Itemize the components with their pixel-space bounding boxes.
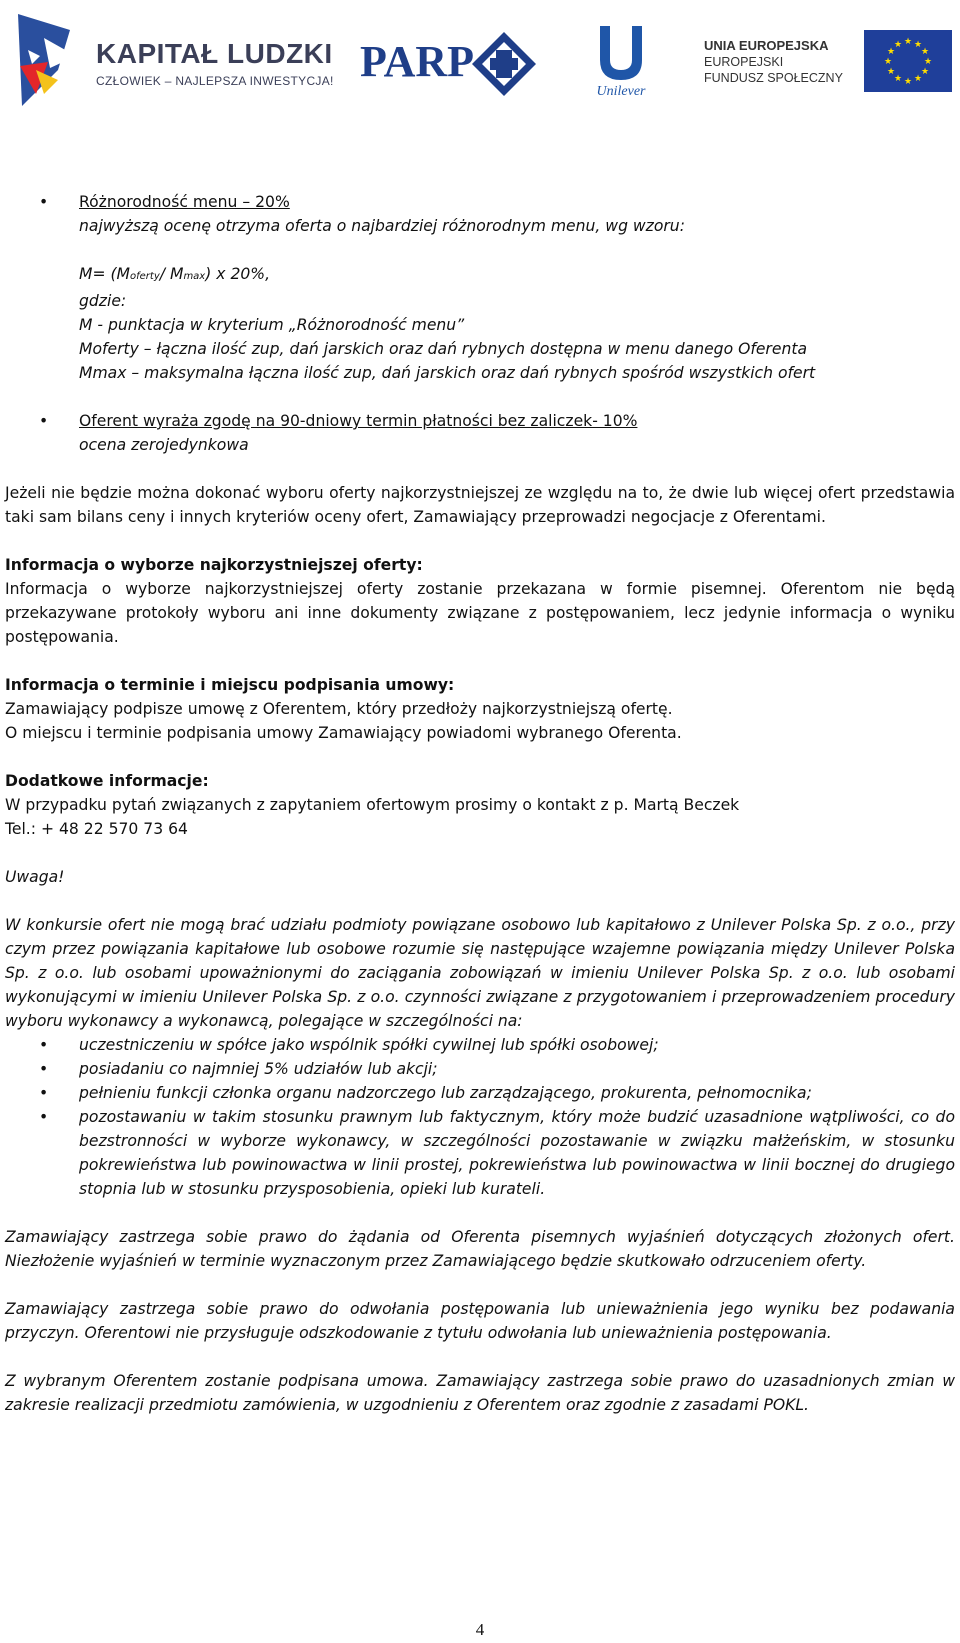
formula-sub-oferty: oferty — [130, 271, 160, 282]
svg-text:★: ★ — [893, 74, 903, 84]
list-item-text: uczestniczeniu w spółce jako wspólnik spółki cywilnej lub spółki osobowej; — [79, 1036, 659, 1054]
info-signing-line-1: Zamawiający podpisze umowę z Oferentem, który przedłoży najkorzystniejszą ofertę. — [5, 700, 673, 718]
notice-paragraph-1: Zamawiający zastrzega sobie prawo do żądania od Oferenta pisemnych wyjaśnień dotyczących złożonych ofert. Niezłożenie wyjaśnień w terminie wyznaczonym przez Zamawiającego będzie skutkowało odrzuceniem oferty. — [5, 1228, 955, 1270]
list-item — [5, 1105, 955, 1201]
info-signing-heading: Informacja o terminie i miejscu podpisania umowy: — [5, 676, 455, 694]
formula-def-m: M - punktacja w kryterium „Różnorodność menu” — [79, 316, 465, 334]
header-logos — [0, 0, 960, 120]
parp-wordmark: PARP — [360, 37, 475, 86]
criterion-payment-desc: ocena zerojedynkowa — [79, 436, 249, 454]
unilever-wordmark: Unilever — [596, 84, 646, 99]
bullet-icon: • — [39, 1036, 49, 1054]
svg-text:★: ★ — [893, 40, 903, 50]
bullet-icon: • — [39, 412, 49, 430]
info-choice-text: Informacja o wyborze najkorzystniejszej oferty zostanie przekazana w formie pisemnej. Oferentom nie będą przekazywane protokoły wyboru ani inne dokumenty związane z postępowaniem, lecz jedynie informacja o wyniku postępowania. — [5, 580, 955, 646]
kl-subtitle: CZŁOWIEK – NAJLEPSZA INWESTYCJA! — [96, 74, 334, 88]
list-item-text: pełnieniu funkcji członka organu nadzorczego lub zarządzającego, prokurenta, pełnomocnika; — [79, 1084, 812, 1102]
list-item-text: posiadaniu co najmniej 5% udziałów lub akcji; — [79, 1060, 438, 1078]
bullet-icon: • — [39, 1084, 49, 1102]
bullet-icon: • — [39, 1108, 49, 1126]
document-body — [5, 190, 955, 1417]
formula-where: gdzie: — [79, 292, 127, 310]
svg-text:★: ★ — [920, 47, 930, 57]
info-signing-line-2: O miejscu i terminie podpisania umowy Zamawiający powiadomi wybranego Oferenta. — [5, 724, 682, 742]
formula-sub-max: max — [183, 271, 206, 282]
svg-text:★: ★ — [903, 77, 913, 87]
criterion-payment — [5, 409, 955, 457]
svg-text:★: ★ — [923, 57, 933, 67]
eu-logo — [704, 30, 944, 100]
svg-text:★: ★ — [903, 37, 913, 47]
criteria-list — [5, 190, 955, 457]
svg-text:★: ★ — [886, 67, 896, 77]
notice-list — [5, 1033, 955, 1201]
list-item — [5, 1033, 955, 1057]
notice-heading: Uwaga! — [5, 868, 65, 886]
parp-emblem — [470, 30, 538, 98]
bullet-icon: • — [39, 193, 49, 211]
criterion-payment-title: Oferent wyraża zgodę na 90-dniowy termin płatności bez zaliczek- 10% — [79, 412, 638, 430]
bullet-icon: • — [39, 1060, 49, 1078]
eu-line-3: FUNDUSZ SPOŁECZNY — [704, 71, 843, 85]
formula: M= (Moferty/ Mmax) x 20%, — [79, 265, 271, 283]
kl-title: KAPITAŁ LUDZKI — [96, 38, 333, 69]
info-choice-heading: Informacja o wyborze najkorzystniejszej oferty: — [5, 556, 423, 574]
eu-text — [704, 38, 843, 86]
page-number: 4 — [475, 1620, 485, 1639]
notice-paragraph-3: Z wybranym Oferentem zostanie podpisana umowa. Zamawiający zastrzega sobie prawo do uzasadnionych zmian w zakresie realizacji przedmiotu zamówienia, w uzgodnieniu z Oferentem oraz zgodnie z zasadami POKL. — [5, 1372, 955, 1414]
parp-logo — [358, 22, 538, 102]
notice-paragraph-2: Zamawiający zastrzega sobie prawo do odwołania postępowania lub unieważnienia jego wyniku bez podawania przyczyn. Oferentowi nie przysługuje odszkodowanie z tytułu odwołania lub unieważnienia postępowania. — [5, 1300, 955, 1342]
negotiation-paragraph: Jeżeli nie będzie można dokonać wyboru oferty najkorzystniejszej ze względu na to, że dwie lub więcej ofert przedstawia taki sam bilans ceny i innych kryteriów oceny ofert, Zamawiający przeprowadzi negocjacje z Oferentami. — [5, 484, 955, 526]
eu-flag-icon — [864, 30, 952, 92]
eu-line-2: EUROPEJSKI — [704, 55, 784, 69]
svg-text:★: ★ — [913, 40, 923, 50]
kapital-ludzki-logo — [14, 10, 334, 110]
svg-text:★: ★ — [886, 47, 896, 57]
criterion-menu-title: Różnorodność menu – 20% — [79, 193, 290, 211]
formula-def-mmax: Mmax – maksymalna łączna ilość zup, dań jarskich oraz dań rybnych spośród wszystkich ofert — [79, 364, 816, 382]
unilever-logo — [586, 22, 656, 102]
list-item-text: pozostawaniu w takim stosunku prawnym lub faktycznym, który może budzić uzasadnione wątpliwości, co do bezstronności w wyborze wykonawcy, w szczególności pozostawanie w związku małżeńskim, w stosunku pokrewieństwa lub powinowactwa w linii prostej, pokrewieństwa lub powinowactwa w linii bocznej do drugiego stopnia lub w stosunku przysposobienia, opieki lub kurateli. — [79, 1108, 955, 1198]
unilever-emblem — [586, 22, 656, 84]
criterion-menu-desc: najwyższą ocenę otrzyma oferta o najbardziej różnorodnym menu, wg wzoru: — [79, 217, 685, 235]
notice-intro: W konkursie ofert nie mogą brać udziału podmioty powiązane osobowo lub kapitałowo z Unilever Polska Sp. z o.o., przy czym przez powiązania kapitałowe lub osobowe rozumie się następujące wzajemne powiązania między Unilever Polska Sp. z o.o. lub osobami upoważnionymi do zaciągania zobowiązań w imieniu Unilever Polska Sp. z o.o. lub osobami wykonującymi w imieniu Unilever Polska Sp. z o.o. czynności związane z przygotowaniem i przeprowadzeniem procedury wyboru wykonawcy a wykonawcą, polegające w szczególności na: — [5, 916, 955, 1030]
svg-text:★: ★ — [883, 57, 893, 67]
svg-text:★: ★ — [920, 67, 930, 77]
list-item — [5, 1057, 955, 1081]
formula-def-moferty: Moferty – łączna ilość zup, dań jarskich oraz dań rybnych dostępna w menu danego Oferenta — [79, 340, 807, 358]
kapital-ludzki-emblem — [14, 10, 84, 110]
list-item — [5, 1081, 955, 1105]
svg-text:★: ★ — [913, 74, 923, 84]
additional-phone: Tel.: + 48 22 570 73 64 — [5, 820, 188, 838]
eu-line-1: UNIA EUROPEJSKA — [704, 38, 829, 53]
additional-heading: Dodatkowe informacje: — [5, 772, 209, 790]
additional-line-1: W przypadku pytań związanych z zapytaniem ofertowym prosimy o kontakt z p. Martą Beczek — [5, 796, 740, 814]
criterion-menu — [5, 190, 955, 409]
